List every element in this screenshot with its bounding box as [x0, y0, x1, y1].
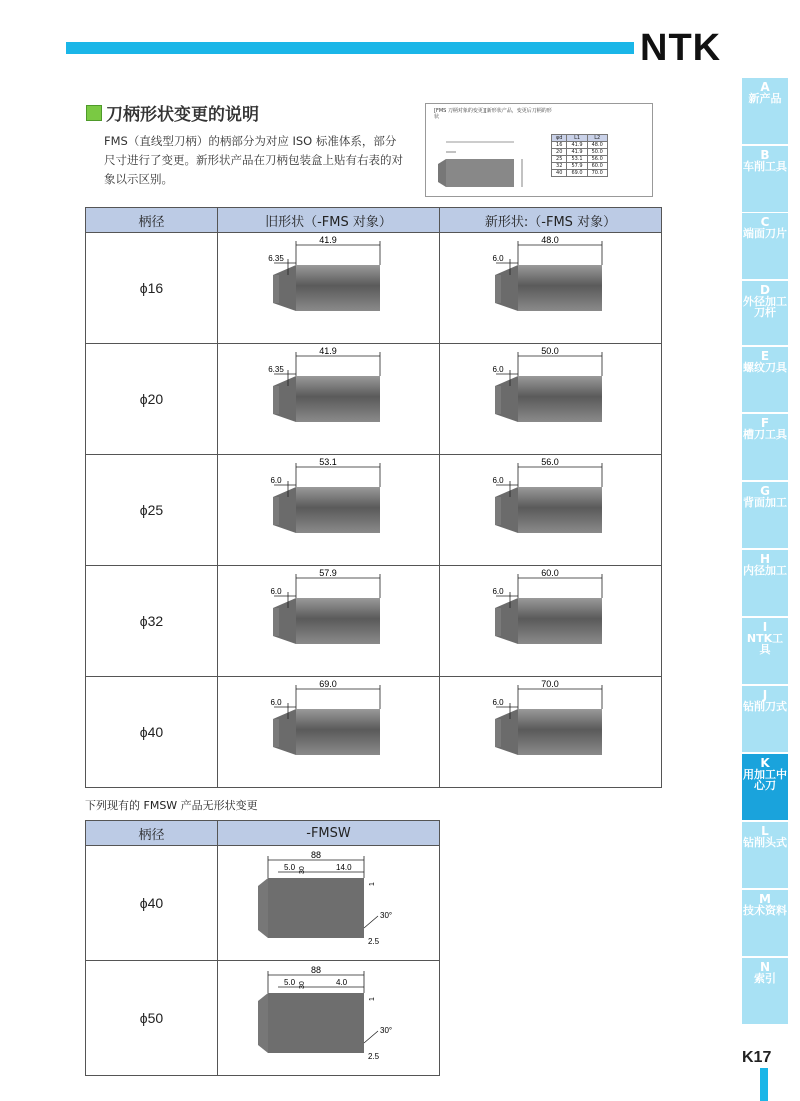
shank-neck — [273, 386, 279, 414]
table-row — [86, 677, 662, 788]
dim-c-label: 1 — [369, 882, 376, 886]
chapter-letter: D — [760, 283, 770, 297]
shank-drawing — [218, 677, 438, 783]
fmsw-drawing — [218, 961, 438, 1071]
chapter-letter: E — [760, 349, 770, 363]
dim-d-label: 2.5 — [368, 937, 380, 946]
chapter-letter: A — [760, 80, 770, 94]
shank-body — [518, 265, 602, 311]
ref-cell: 69.0 — [567, 170, 587, 177]
chapter-tab-j[interactable] — [742, 686, 788, 752]
ref-cell: L1 — [567, 135, 587, 142]
chapter-letter: K — [760, 756, 770, 770]
length-label: 57.9 — [319, 568, 337, 578]
ref-cell: 60.0 — [587, 163, 607, 170]
shank-mini-drawing — [426, 104, 546, 194]
old-shape-cell — [218, 566, 440, 677]
shank-drawing — [440, 233, 660, 339]
chapter-tab-c[interactable] — [742, 213, 788, 279]
shank-chamfer — [258, 993, 268, 1053]
chapter-letter: C — [760, 215, 770, 229]
chapter-tab-f[interactable] — [742, 414, 788, 480]
total-length-label: 88 — [310, 965, 322, 975]
length-label: 41.9 — [319, 346, 337, 356]
reference-figure — [425, 103, 653, 197]
chapter-label: 背面加工 — [743, 496, 787, 509]
step-label: 6.0 — [492, 254, 504, 263]
shank-body — [518, 598, 602, 644]
angle-label: 30° — [380, 911, 393, 920]
old-shape-cell — [218, 677, 440, 788]
diameter-cell: ϕ16 — [86, 233, 218, 344]
shank-drawing — [218, 344, 438, 450]
ref-cell: 25 — [552, 156, 567, 163]
shank-neck — [273, 275, 279, 303]
shank-neck — [273, 719, 279, 747]
shank-drawing — [440, 344, 660, 450]
chapter-label: 索引 — [754, 972, 776, 985]
chapter-tab-b[interactable] — [742, 146, 788, 212]
chapter-label: 端面刀片 — [743, 227, 787, 240]
step-label: 6.0 — [270, 587, 282, 596]
chapter-letter: I — [762, 620, 768, 634]
length-label: 70.0 — [541, 679, 559, 689]
shank-neck — [273, 497, 279, 525]
chapter-label: 内径加工 — [743, 564, 787, 577]
section-title: 刀柄形状变更的说明 — [106, 105, 259, 125]
shank-body — [296, 709, 380, 755]
shank-body — [296, 376, 380, 422]
ref-cell: 50.0 — [587, 149, 607, 156]
chapter-tab-n[interactable] — [742, 958, 788, 1024]
diameter-cell: ϕ50 — [86, 961, 218, 1076]
length-label: 60.0 — [541, 568, 559, 578]
shank-drawing — [218, 233, 438, 339]
brand-logo: NTK — [640, 27, 722, 69]
new-shape-cell — [440, 233, 662, 344]
chapter-letter: G — [760, 484, 770, 498]
chapter-tab-e[interactable] — [742, 347, 788, 412]
step-label: 6.0 — [492, 476, 504, 485]
dim-b-label: 4.0 — [336, 978, 348, 987]
diameter-cell: ϕ25 — [86, 455, 218, 566]
page-number: K17 — [742, 1049, 772, 1066]
shank-neck — [273, 608, 279, 636]
chapter-label: 钻削头式 — [743, 836, 787, 849]
shank-body — [296, 598, 380, 644]
shank-drawing — [218, 455, 438, 561]
top-accent-bar — [66, 42, 634, 54]
fmsw-table — [85, 820, 440, 1076]
length-label: 69.0 — [319, 679, 337, 689]
chapter-letter: H — [759, 552, 771, 566]
diameter-cell: ϕ32 — [86, 566, 218, 677]
length-label: 41.9 — [319, 235, 337, 245]
chapter-letter: N — [759, 960, 771, 974]
ref-cell: 56.0 — [587, 156, 607, 163]
col-header-diameter: 柄径 — [86, 821, 218, 846]
step-label: 6.0 — [270, 698, 282, 707]
ref-cell: 40 — [552, 170, 567, 177]
table-row — [86, 961, 440, 1076]
fmsw-shape-cell — [218, 846, 440, 961]
table-row — [86, 566, 662, 677]
chapter-label: 螺纹刀具 — [743, 361, 787, 374]
chapter-letter: B — [760, 148, 770, 162]
shank-drawing — [440, 566, 660, 672]
shank-drawing — [218, 566, 438, 672]
chapter-tab-i[interactable] — [742, 618, 788, 684]
ref-cell: 41.9 — [567, 149, 587, 156]
dim-d-label: 2.5 — [368, 1052, 380, 1061]
figure-caption: [FMS 刀柄对象的变更][新形状产品，变更后刀柄的形状 — [434, 108, 552, 120]
table-row — [86, 344, 662, 455]
chapter-letter: L — [761, 824, 769, 838]
chapter-tab-k[interactable] — [742, 754, 788, 820]
shank-drawing — [440, 455, 660, 561]
shank-neck — [495, 386, 501, 414]
reference-table — [551, 134, 608, 177]
ref-cell: 20 — [552, 149, 567, 156]
intro-text: FMS（直线型刀柄）的柄部分为对应 ISO 标准体系，部分尺寸进行了变更。新形状产品在刀柄包装盒上贴有右表的对象以示区别。 — [104, 134, 403, 186]
table-row — [86, 846, 440, 961]
step-label: 6.35 — [268, 254, 284, 263]
shank-neck — [495, 275, 501, 303]
shank-body — [296, 487, 380, 533]
shank-body — [518, 376, 602, 422]
col-header-fmsw: -FMSW — [218, 821, 440, 846]
chapter-label: 槽刀工具 — [743, 428, 787, 441]
chapter-tab-g[interactable] — [742, 482, 788, 548]
new-shape-cell — [440, 455, 662, 566]
table-row — [86, 233, 662, 344]
step-label: 6.0 — [270, 476, 282, 485]
chapter-label: 技术资料 — [743, 904, 787, 917]
chapter-letter: F — [760, 416, 770, 430]
chapter-label: 用加工中心刀 — [743, 768, 787, 792]
ref-cell: 53.1 — [567, 156, 587, 163]
length-label: 48.0 — [541, 235, 559, 245]
step-label: 6.0 — [492, 587, 504, 596]
shank-neck — [495, 719, 501, 747]
chapter-label: 钻削刀式 — [743, 700, 787, 713]
shank-body — [518, 487, 602, 533]
ref-cell: 70.0 — [587, 170, 607, 177]
col-header-diameter: 柄径 — [86, 208, 218, 233]
shank-body — [268, 993, 364, 1053]
ref-cell: 57.9 — [567, 163, 587, 170]
shank-drawing — [440, 677, 660, 783]
table-row — [86, 455, 662, 566]
ref-cell: φd — [552, 135, 567, 142]
col-header-old-shape: 旧形状（-FMS 对象） — [218, 208, 440, 233]
dim-c-label: 1 — [369, 997, 376, 1001]
chapter-letter: M — [759, 892, 771, 906]
dim-v-label: 30 — [299, 866, 306, 874]
fmsw-note: 下列现有的 FMSW 产品无形状变更 — [85, 799, 258, 812]
ref-cell: 41.9 — [567, 142, 587, 149]
step-label: 6.0 — [492, 698, 504, 707]
chapter-letter: J — [762, 688, 768, 702]
ref-cell: 32 — [552, 163, 567, 170]
chapter-tab-d[interactable] — [742, 281, 788, 345]
shank-neck — [495, 608, 501, 636]
diameter-cell: ϕ20 — [86, 344, 218, 455]
ref-cell: L2 — [587, 135, 607, 142]
page-accent-bar — [760, 1068, 768, 1101]
length-label: 50.0 — [541, 346, 559, 356]
dim-a-label: 5.0 — [284, 978, 296, 987]
chapter-tab-m[interactable] — [742, 890, 788, 956]
step-label: 6.0 — [492, 365, 504, 374]
angle-label: 30° — [380, 1026, 393, 1035]
new-shape-cell — [440, 566, 662, 677]
ref-cell: 48.0 — [587, 142, 607, 149]
diameter-cell: ϕ40 — [86, 677, 218, 788]
chapter-label: NTK工具 — [746, 632, 784, 656]
total-length-label: 88 — [310, 850, 322, 860]
shank-neck — [495, 497, 501, 525]
old-shape-cell — [218, 455, 440, 566]
shank-body — [268, 878, 364, 938]
shank-body — [296, 265, 380, 311]
green-square-icon — [86, 105, 102, 121]
step-label: 6.35 — [268, 365, 284, 374]
chapter-tab-a[interactable] — [742, 78, 788, 144]
shank-chamfer — [258, 878, 268, 938]
dim-b-label: 14.0 — [336, 863, 352, 872]
chapter-label: 车削工具 — [743, 160, 787, 173]
fmsw-drawing — [218, 846, 438, 956]
old-shape-cell — [218, 344, 440, 455]
chapter-tab-l[interactable] — [742, 822, 788, 888]
shank-body — [518, 709, 602, 755]
shank-change-table — [85, 207, 662, 788]
diameter-cell: ϕ40 — [86, 846, 218, 961]
chapter-tab-h[interactable] — [742, 550, 788, 616]
fmsw-shape-cell — [218, 961, 440, 1076]
length-label: 56.0 — [541, 457, 559, 467]
new-shape-cell — [440, 677, 662, 788]
chapter-label: 新产品 — [748, 92, 782, 105]
dim-v-label: 30 — [299, 981, 306, 989]
new-shape-cell — [440, 344, 662, 455]
dim-a-label: 5.0 — [284, 863, 296, 872]
ref-cell: 16 — [552, 142, 567, 149]
chapter-label: 外径加工刀杆 — [743, 295, 787, 319]
col-header-new-shape: 新形状:（-FMS 对象） — [440, 208, 662, 233]
section-heading — [86, 100, 259, 125]
length-label: 53.1 — [319, 457, 337, 467]
old-shape-cell — [218, 233, 440, 344]
